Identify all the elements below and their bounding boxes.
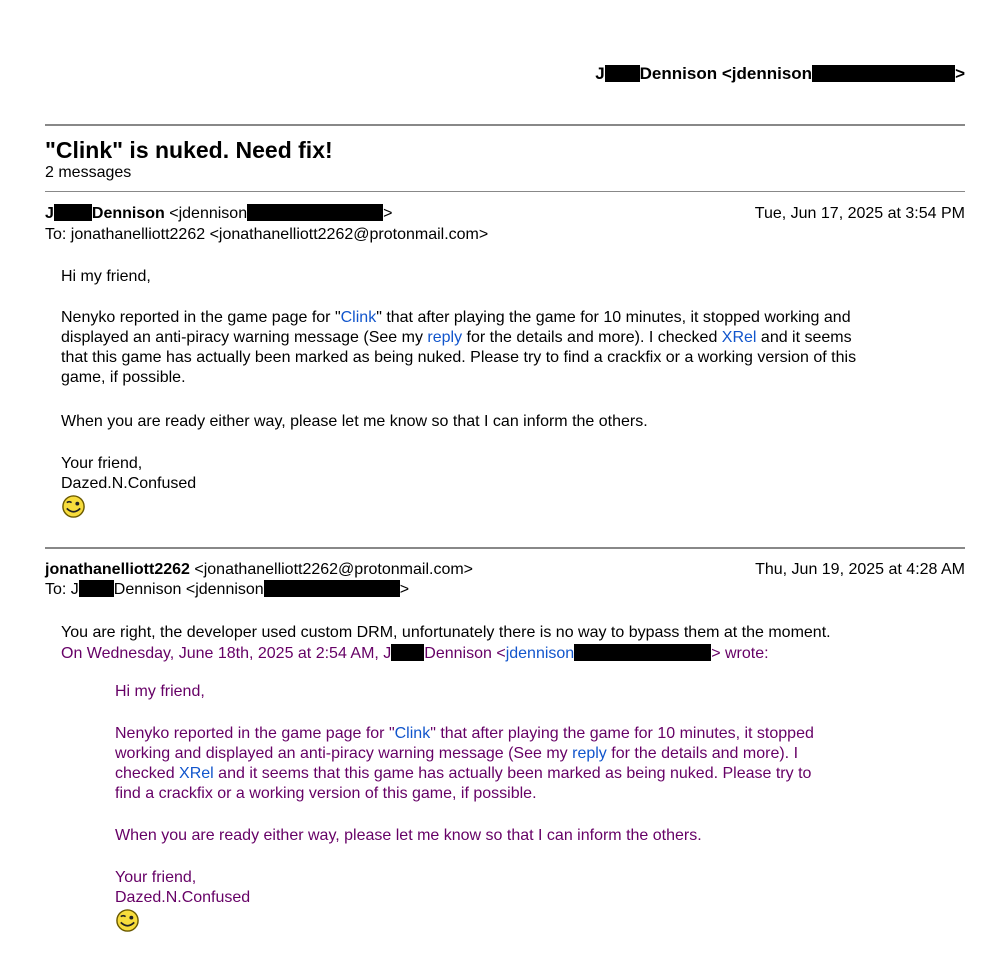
text: Nenyko reported in the game page for " bbox=[61, 309, 341, 326]
text: for the details and more). I checked bbox=[462, 329, 722, 346]
email-link[interactable]: jdennison bbox=[505, 645, 575, 662]
text: <jdennison bbox=[185, 581, 264, 598]
text: Dennison < bbox=[424, 645, 506, 662]
reply-link[interactable]: reply bbox=[427, 329, 463, 346]
message2-to bbox=[45, 580, 409, 600]
text: checked bbox=[115, 765, 180, 782]
redaction-block bbox=[264, 580, 400, 597]
sender-name: jonathanelliott2262 bbox=[45, 561, 190, 578]
message1-from[interactable] bbox=[45, 204, 392, 224]
message2-from[interactable] bbox=[45, 560, 473, 580]
sender-email-suffix: > bbox=[383, 205, 393, 222]
text: > wrote: bbox=[711, 645, 769, 662]
text: find a crackfix or a working version of this game, if possible. bbox=[115, 785, 537, 802]
thread-subject: "Clink" is nuked. Need fix! bbox=[45, 137, 333, 163]
text: Nenyko reported in the game page for " bbox=[115, 725, 395, 742]
signature-name: Dazed.N.Confused bbox=[115, 889, 251, 906]
message1-signature bbox=[61, 454, 196, 494]
quote-paragraph2: When you are ready either way, please let me know so that I can inform the others. bbox=[115, 827, 702, 844]
account-name-end: Dennison bbox=[639, 64, 718, 83]
divider bbox=[45, 547, 965, 549]
text: > bbox=[399, 581, 410, 598]
divider bbox=[45, 124, 965, 126]
quote-paragraph1 bbox=[115, 724, 814, 804]
redaction-block bbox=[54, 204, 92, 221]
sender-email-prefix: <jdennison bbox=[169, 205, 248, 222]
sender-name-start: J bbox=[45, 205, 54, 222]
sender-name-end: Dennison bbox=[91, 205, 165, 222]
signature-line: Your friend, bbox=[115, 869, 197, 886]
quote-attribution bbox=[61, 644, 769, 664]
signature-name: Dazed.N.Confused bbox=[61, 475, 197, 492]
text: for the details and more). I bbox=[606, 745, 799, 762]
redaction-block bbox=[605, 65, 640, 82]
text: " that after playing the game for 10 minutes, it stopped bbox=[430, 725, 814, 742]
message2-reply: You are right, the developer used custom DRM, unfortunately there is no way to bypass them at the moment. bbox=[61, 624, 831, 641]
text: working and displayed an anti-piracy warning message (See my bbox=[115, 745, 573, 762]
text: displayed an anti-piracy warning message (See my bbox=[61, 329, 428, 346]
account-name-start: J bbox=[595, 64, 605, 83]
message1-paragraph2: When you are ready either way, please let me know so that I can inform the others. bbox=[61, 413, 648, 430]
redaction-block bbox=[247, 204, 383, 221]
redaction-block bbox=[391, 644, 424, 661]
redaction-block bbox=[574, 644, 711, 661]
account-email-suffix: > bbox=[955, 64, 965, 83]
text: " that after playing the game for 10 minutes, it stopped working and bbox=[376, 309, 851, 326]
message2-date: Thu, Jun 19, 2025 at 4:28 AM bbox=[755, 561, 965, 578]
quote-greeting: Hi my friend, bbox=[115, 683, 205, 700]
text: On Wednesday, June 18th, 2025 at 2:54 AM, J bbox=[61, 645, 392, 662]
clink-link[interactable]: Clink bbox=[340, 309, 377, 326]
message1-greeting: Hi my friend, bbox=[61, 268, 151, 285]
redaction-block bbox=[79, 580, 114, 597]
quote-signature bbox=[115, 868, 250, 908]
message1-to: To: jonathanelliott2262 <jonathanelliott2262@protonmail.com> bbox=[45, 226, 489, 243]
text: To: J bbox=[45, 581, 79, 598]
text: and it seems that this game has actually been marked as being nuked. Please try to bbox=[213, 765, 812, 782]
account-email-prefix: <jdennison bbox=[721, 64, 813, 83]
text: that this game has actually been marked as being nuked. Please try to find a crackfix or a working version of this bbox=[61, 349, 857, 366]
thread-message-count: 2 messages bbox=[45, 164, 132, 181]
divider bbox=[45, 191, 965, 192]
redaction-block bbox=[812, 65, 955, 82]
xrel-link[interactable]: XRel bbox=[179, 765, 214, 782]
winking-smiley-icon bbox=[61, 494, 86, 519]
message1-paragraph1 bbox=[61, 308, 856, 388]
text: Dennison bbox=[113, 581, 182, 598]
clink-link[interactable]: Clink bbox=[394, 725, 431, 742]
signature-line: Your friend, bbox=[61, 455, 143, 472]
text: game, if possible. bbox=[61, 369, 186, 386]
reply-link[interactable]: reply bbox=[572, 745, 607, 762]
message1-date: Tue, Jun 17, 2025 at 3:54 PM bbox=[754, 205, 965, 222]
sender-email: <jonathanelliott2262@protonmail.com> bbox=[194, 561, 474, 578]
account-header bbox=[595, 64, 965, 84]
winking-smiley-icon bbox=[115, 908, 140, 933]
text: and it seems bbox=[756, 329, 852, 346]
xrel-link[interactable]: XRel bbox=[721, 329, 757, 346]
